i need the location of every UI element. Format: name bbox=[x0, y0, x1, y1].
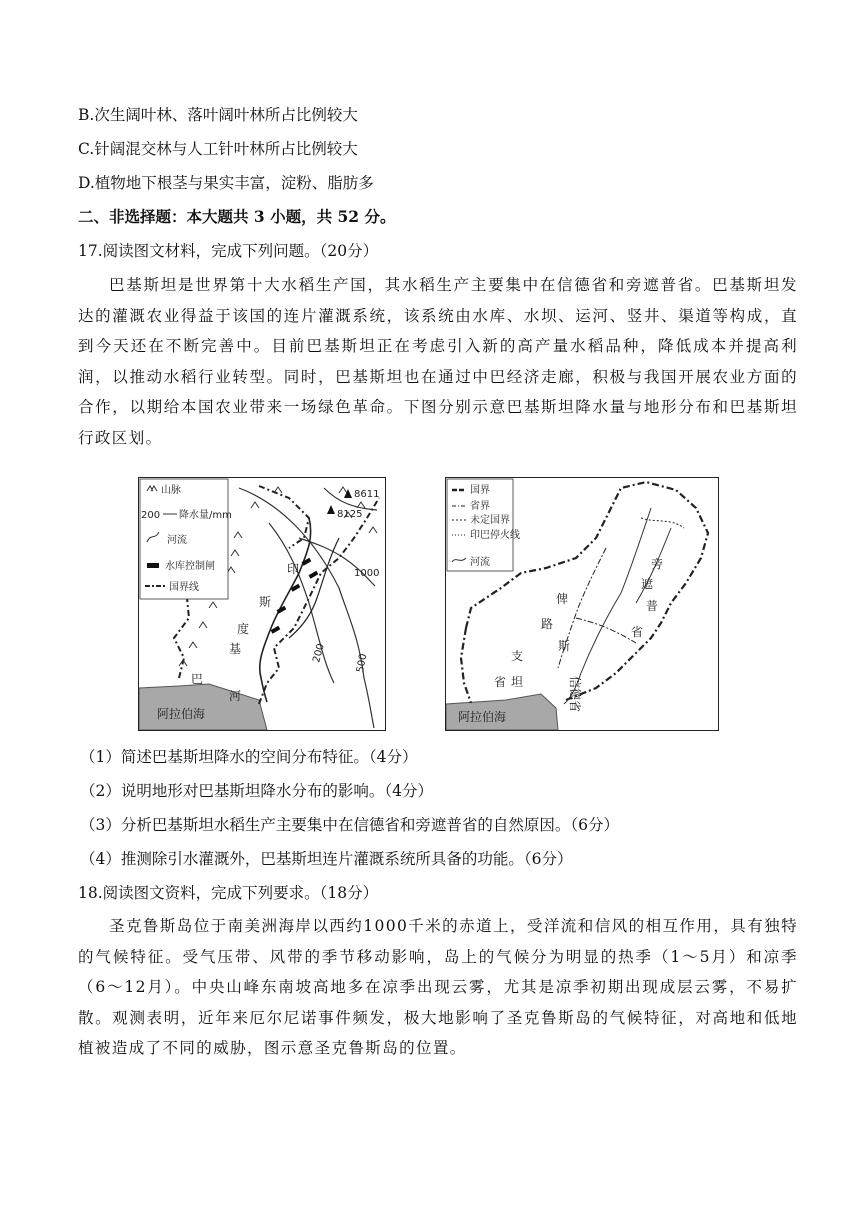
map2-label-zhe: 遮 bbox=[641, 577, 654, 591]
map2-label-tan: 坦 bbox=[511, 675, 524, 689]
map2-label-bei: 俾 bbox=[556, 592, 569, 606]
contour-500-label: 500 bbox=[355, 652, 370, 674]
contour-1000-label: 1000 bbox=[354, 568, 380, 579]
map1-legend-border: 国界线 bbox=[169, 582, 199, 593]
contour-200-label: 200 bbox=[311, 642, 327, 664]
map2-label-lu: 路 bbox=[541, 617, 554, 631]
peak-8611-label: 8611 bbox=[354, 489, 380, 500]
q17-sub4: （4）推测除引水灌溉外，巴基斯坦连片灌溉系统所具备的功能。（6分） bbox=[80, 850, 573, 868]
map2-label-pang: 旁 bbox=[651, 557, 664, 571]
map2-legend-ceasefire: 印巴停火线 bbox=[470, 530, 520, 541]
peak-8125-label: 8125 bbox=[337, 509, 363, 520]
map2-sea-label: 阿拉伯海 bbox=[458, 710, 507, 724]
map1-legend-river: 河流 bbox=[167, 535, 187, 546]
map1-label-ba: 巴 bbox=[191, 672, 204, 686]
map2-legend-province: 省界 bbox=[470, 501, 490, 512]
q18-title: 18.阅读图文资料，完成下列要求。（18分） bbox=[78, 884, 379, 902]
q17-title: 17.阅读图文材料，完成下列问题。（20分） bbox=[78, 242, 379, 260]
map1-label-he: 河 bbox=[229, 689, 242, 703]
precipitation-terrain-map bbox=[138, 477, 386, 731]
q17-sub1: （1）简述巴基斯坦降水的空间分布特征。（4分） bbox=[80, 748, 418, 766]
map2-legend-river: 河流 bbox=[470, 557, 490, 568]
q18-passage: 圣克鲁斯岛位于南美洲海岸以西约1000千米的赤道上，受洋流和信风的相互作用，具有独特的气候特征。受气压带、风带的季节移动影响，岛上的气候分为明显的热季（1～5月）和凉季（6～12月）。中央山峰东南坡高地多在凉季出现云雾，尤其是凉季初期出现成层云雾，不易扩散。观测表明，近年来厄尔尼诺事件频发，极大地影响了圣克鲁斯岛的气候特征，对高地和低地植被造成了不同的威胁，图示意圣克鲁斯岛的位置。 bbox=[78, 917, 798, 1057]
map2-label-pu: 普 bbox=[646, 599, 659, 613]
map1-label-si: 斯 bbox=[259, 595, 272, 609]
map1-label-ji: 基 bbox=[229, 642, 242, 656]
map1-legend-mountain: 山脉 bbox=[161, 485, 181, 496]
map2-legend-undetermined: 未定国界 bbox=[470, 515, 510, 526]
option-b: B.次生阔叶林、落叶阔叶林所占比例较大 bbox=[78, 106, 358, 124]
map2-label-zhi: 支 bbox=[511, 649, 524, 663]
map2-label-sheng2: 省 bbox=[494, 675, 507, 689]
section-heading: 二、非选择题：本大题共 3 小题，共 52 分。 bbox=[78, 207, 396, 226]
map2-label-sheng: 省 bbox=[631, 625, 644, 639]
q17-sub2: （2）说明地形对巴基斯坦降水分布的影响。（4分） bbox=[80, 782, 433, 800]
map2-legend-border: 国界 bbox=[470, 485, 490, 496]
map1-label-yin: 印 bbox=[287, 562, 300, 576]
option-c: C.针阔混交林与人工针叶林所占比例较大 bbox=[78, 140, 358, 158]
administrative-map bbox=[445, 477, 719, 731]
q17-sub3: （3）分析巴基斯坦水稻生产主要集中在信德省和旁遮普省的自然原因。（6分） bbox=[80, 816, 619, 834]
map1-legend-precip: 降水量/mm bbox=[179, 510, 232, 521]
option-d: D.植物地下根茎与果实丰富，淀粉、脂肪多 bbox=[78, 174, 374, 192]
map2-label-si: 斯 bbox=[558, 639, 571, 653]
map1-sea-label: 阿拉伯海 bbox=[157, 707, 206, 721]
map1-label-du: 度 bbox=[237, 622, 250, 636]
map2-label-sindh: 信德省 bbox=[568, 676, 582, 713]
map1-legend-dam: 水库控制闸 bbox=[165, 561, 215, 572]
map1-legend-contour-value: 200 bbox=[141, 510, 161, 521]
q17-passage: 巴基斯坦是世界第十大水稻生产国，其水稻生产主要集中在信德省和旁遮普省。巴基斯坦发达的灌溉农业得益于该国的连片灌溉系统，该系统由水库、水坝、运河、竖井、渠道等构成，直到今天还在不断完善中。目前巴基斯坦正在考虑引入新的高产量水稻品种，降低成本并提高利润，以推动水稻行业转型。同时，巴基斯坦也在通过中巴经济走廊，积极与我国开展农业方面的合作，以期给本国农业带来一场绿色革命。下图分别示意巴基斯坦降水量与地形分布和巴基斯坦行政区划。 bbox=[78, 276, 798, 447]
